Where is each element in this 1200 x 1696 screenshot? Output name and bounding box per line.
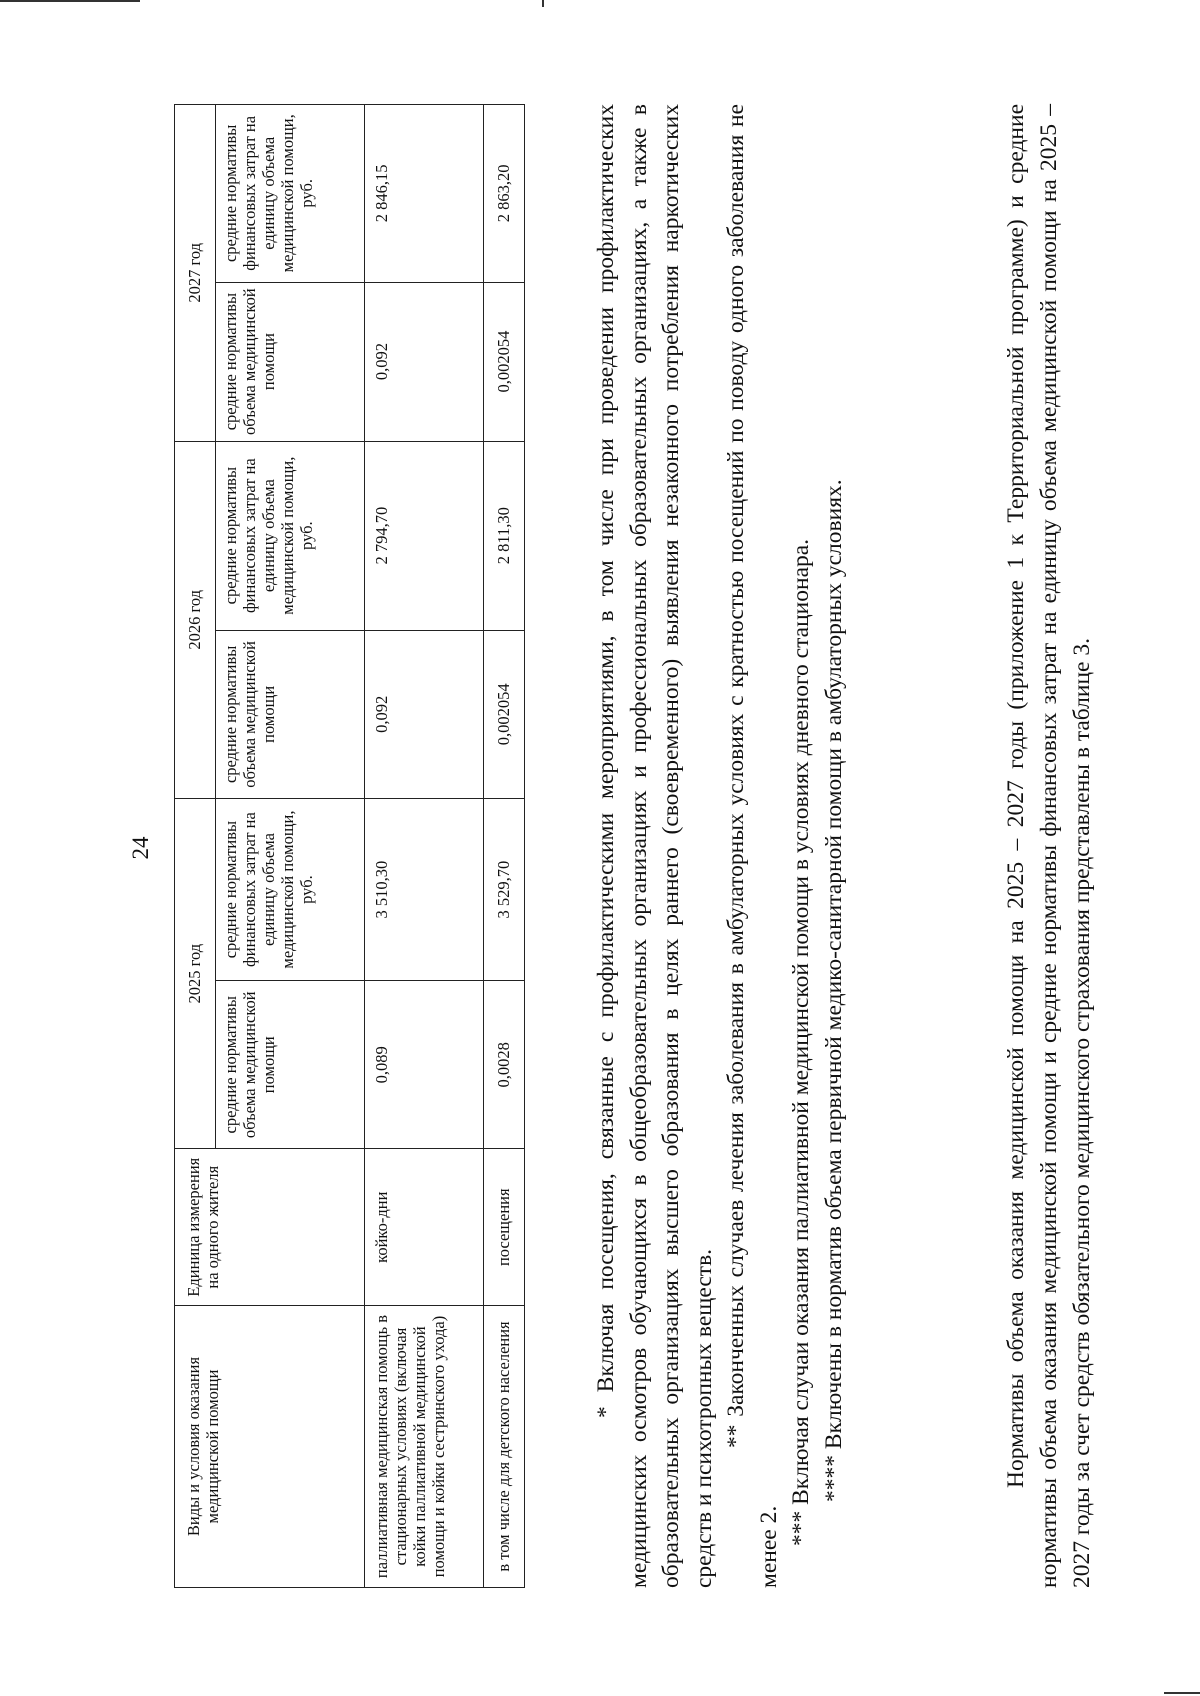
header-year-2026: 2026 год [175,441,216,798]
cell-unit: посещения [484,1149,525,1306]
page-number: 24 [128,836,153,860]
cell-volume-2027: 0,002054 [484,282,525,441]
subheader-cost-2025: средние нормативы финансовых затрат на единицу объема медицинской помощи, руб. [216,798,365,980]
cell-cost-2026: 2 811,30 [484,441,525,630]
cell-volume-2025: 0,089 [365,981,484,1149]
table-row [365,105,484,1588]
header-year-2027: 2027 год [175,105,216,442]
cell-unit: койко-дни [365,1149,484,1306]
norms-table [174,104,525,1588]
cell-cost-2027: 2 863,20 [484,105,525,283]
cell-volume-2027: 0,092 [365,282,484,441]
footnote-3: *** Включая случаи оказания паллиативной медицинской помощи в условиях дневного стационара. [788,538,814,1546]
subheader-volume-2027: средние нормативы объема медицинской помощи [216,282,365,441]
closing-paragraph: Нормативы объема оказания медицинской помощи на 2025 – 2027 годы (приложение 1 к Территориальной программе) и средние нормативы объема оказания медицинской помощи и средние нормативы финансовых затрат на единицу объема медицинской помощи на 2025 – 2027 годы за счет средств обязательного медицинского страхования представлены в таблице 3. [1003,104,1095,1588]
footnotes [590,104,850,1588]
cell-cost-2027: 2 846,15 [365,105,484,283]
cell-cost-2026: 2 794,70 [365,441,484,630]
subheader-cost-2026: средние нормативы финансовых затрат на единицу объема медицинской помощи, руб. [216,441,365,630]
subheader-volume-2026: средние нормативы объема медицинской помощи [216,630,365,798]
footnote-2: ** Законченных случаев лечения заболевания в амбулаторных условиях с кратностью посещений по поводу одного заболевания не менее 2. [723,104,782,1588]
header-unit: Единица измерения на одного жителя [175,1149,365,1306]
table-row [484,105,525,1588]
cell-care-type: паллиативная медицинская помощь в стационарных условиях (включая койки паллиативной медицинской помощи и койки сестринского ухода) [365,1306,484,1588]
closing-paragraph-block [1000,104,1099,1588]
footnote-1: * Включая посещения, связанные с профилактическими мероприятиями, в том числе при проведении профилактических медицинских осмотров обучающихся в общеобразовательных организациях и профессиональных образовательных организациях, а также в образовательных организациях высшего образования в целях раннего (своевременного) выявления незаконного потребления наркотических средств и психотропных веществ. [593,104,717,1588]
cell-cost-2025: 3 510,30 [365,798,484,980]
cell-volume-2026: 0,092 [365,630,484,798]
cell-care-type: в том числе для детского населения [484,1306,525,1588]
subheader-cost-2027: средние нормативы финансовых затрат на единицу объема медицинской помощи, руб. [216,105,365,283]
cell-volume-2025: 0,0028 [484,981,525,1149]
cell-volume-2026: 0,002054 [484,630,525,798]
header-care-type: Виды и условия оказания медицинской помощи [175,1306,365,1588]
header-year-2025: 2025 год [175,798,216,1148]
cell-cost-2025: 3 529,70 [484,798,525,980]
footnote-4: **** Включены в норматив объема первичной медико-санитарной помощи в амбулаторных условиях. [820,479,847,1502]
subheader-volume-2025: средние нормативы объема медицинской помощи [216,981,365,1149]
